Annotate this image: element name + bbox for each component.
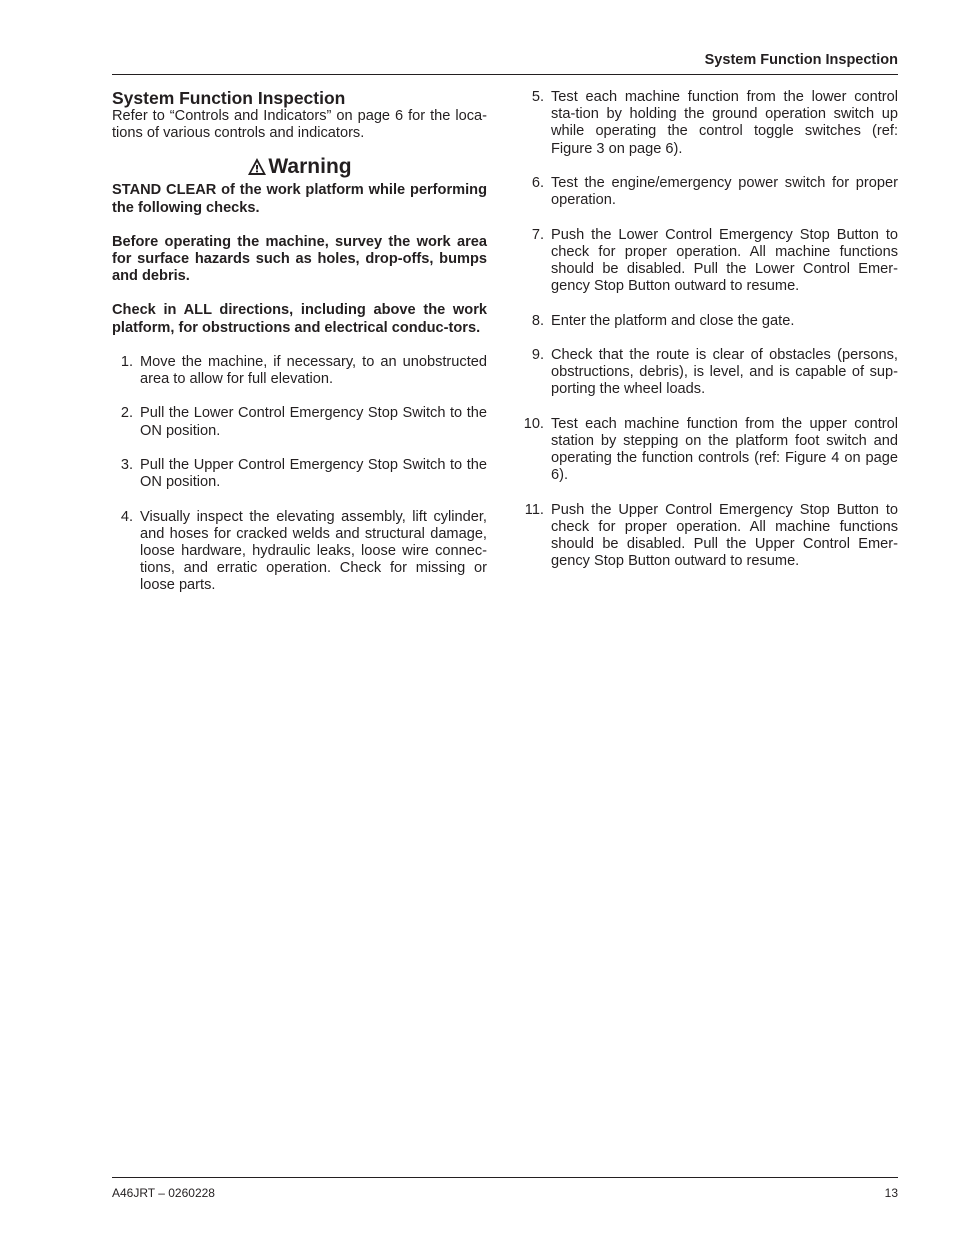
list-item bbox=[112, 405, 487, 439]
list-item bbox=[520, 175, 898, 209]
warning-title: Warning bbox=[268, 155, 352, 179]
running-header: System Function Inspection bbox=[704, 52, 898, 68]
step-number: 5. bbox=[531, 89, 544, 105]
footer-rule bbox=[112, 1177, 898, 1178]
header-rule bbox=[112, 74, 898, 75]
step-text: Push the Upper Control Emergency Stop Button to check for proper operation. All machine functions should be disabled. Pull the Upper Control Emer-gency Stop Button outward to resume. bbox=[551, 501, 898, 570]
document-id: A46JRT – 0260228 bbox=[112, 1186, 215, 1200]
section-intro: Refer to “Controls and Indicators” on page 6 for the loca-tions of various controls and indicators. bbox=[112, 108, 487, 142]
warning-paragraph: Check in ALL directions, including above the work platform, for obstructions and electrical conduc-tors. bbox=[112, 302, 487, 336]
step-text: Check that the route is clear of obstacles (persons, obstructions, debris), is level, and is capable of sup-porting the wheel loads. bbox=[551, 346, 898, 398]
step-number: 11. bbox=[524, 501, 544, 518]
step-text: Visually inspect the elevating assembly, lift cylinder, and hoses for cracked welds and structural damage, loose hardware, hydraulic leaks, loose wire connec-tions, and erratic operation. Check for missing or loose parts. bbox=[140, 508, 487, 594]
warning-triangle-icon bbox=[247, 155, 268, 178]
warning-paragraph: Before operating the machine, survey the work area for surface hazards such as holes, drop-offs, bumps and debris. bbox=[112, 233, 487, 285]
step-text: Enter the platform and close the gate. bbox=[551, 312, 795, 329]
step-number: 4. bbox=[120, 508, 133, 525]
page-number: 13 bbox=[884, 1186, 898, 1200]
list-item bbox=[520, 416, 898, 485]
list-item bbox=[520, 502, 898, 571]
list-item bbox=[112, 457, 487, 491]
list-item bbox=[112, 354, 487, 388]
inspection-steps-list bbox=[112, 354, 487, 595]
step-number: 8. bbox=[531, 312, 544, 329]
right-column bbox=[520, 89, 898, 588]
step-text: Pull the Upper Control Emergency Stop Switch to the ON position. bbox=[140, 457, 487, 491]
section-title: System Function Inspection bbox=[112, 88, 346, 108]
step-text: Pull the Lower Control Emergency Stop Switch to the ON position. bbox=[140, 405, 487, 439]
warning-heading bbox=[112, 155, 487, 179]
step-number: 1. bbox=[120, 353, 133, 370]
list-item bbox=[112, 509, 487, 595]
step-number: 10. bbox=[523, 415, 544, 432]
step-text: Test each machine function from the lower control sta-tion by holding the ground operation switch up while operating the control toggle switches (ref: Figure 3 on page 6). bbox=[551, 89, 898, 157]
step-number: 3. bbox=[120, 457, 133, 474]
left-column bbox=[112, 88, 487, 612]
list-item bbox=[520, 347, 898, 399]
step-text: Test each machine function from the upper control station by stepping on the platform foot switch and operating the function controls (ref: Figure 4 on page 6). bbox=[551, 415, 898, 484]
step-number: 9. bbox=[531, 346, 544, 363]
warning-paragraph: STAND CLEAR of the work platform while performing the following checks. bbox=[112, 182, 487, 216]
step-number: 6. bbox=[531, 175, 544, 191]
list-item bbox=[520, 313, 898, 330]
list-item bbox=[520, 89, 898, 158]
step-text: Test the engine/emergency power switch for proper operation. bbox=[551, 175, 898, 209]
step-number: 2. bbox=[120, 405, 133, 422]
step-number: 7. bbox=[531, 226, 544, 243]
step-text: Move the machine, if necessary, to an unobstructed area to allow for full elevation. bbox=[140, 353, 487, 388]
list-item bbox=[520, 227, 898, 296]
step-text: Push the Lower Control Emergency Stop Button to check for proper operation. All machine functions should be disabled. Pull the Lower Control Emer-gency Stop Button outward to resume. bbox=[551, 226, 898, 295]
inspection-steps-list-continued bbox=[520, 89, 898, 571]
